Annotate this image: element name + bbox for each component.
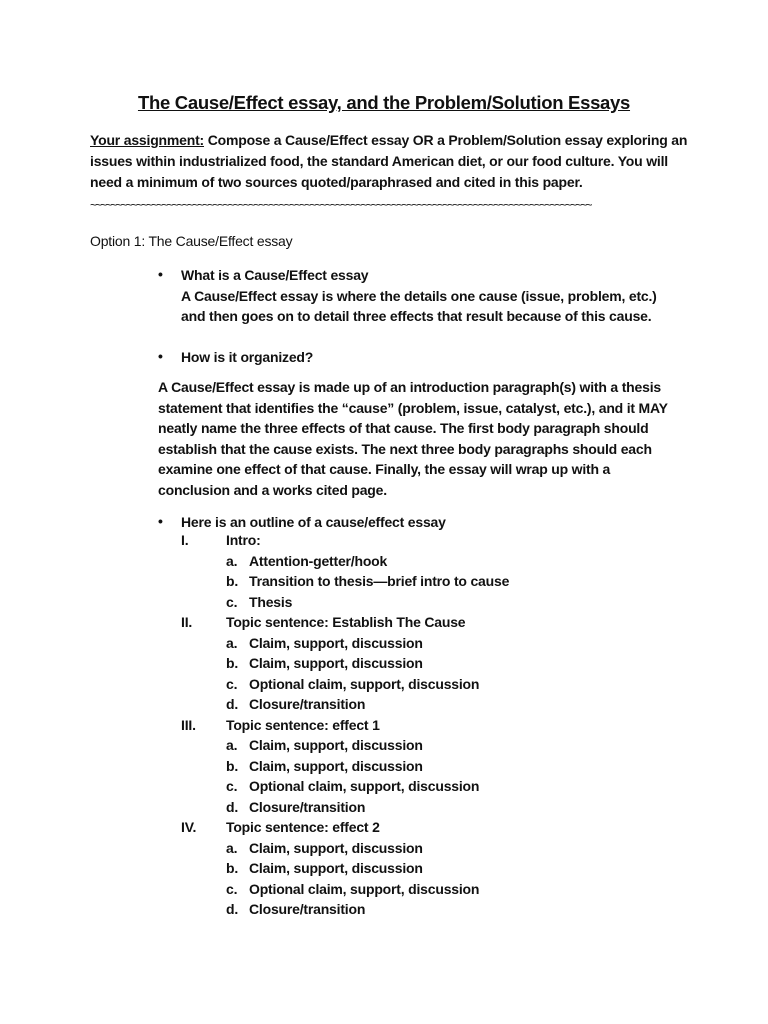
outline-subitem-letter: c. — [226, 593, 238, 610]
outline-subitem-text: Claim, support, discussion — [249, 655, 423, 671]
assignment-label: Your assignment: — [90, 132, 205, 148]
outline-numeral: I. — [181, 532, 189, 548]
outline-section-heading: Topic sentence: effect 1 — [226, 716, 380, 733]
outline-section-heading: Topic sentence: Establish The Cause — [226, 614, 466, 630]
outline-subitem-letter: b. — [226, 655, 239, 671]
option1-heading: Option 1: The Cause/Effect essay — [90, 233, 293, 249]
outline-subitem-text: Transition to thesis—brief intro to cause — [249, 573, 510, 589]
outline-subitem-letter: b. — [226, 573, 239, 589]
outline-numeral: II. — [181, 614, 193, 630]
outline-subitem-letter: d. — [226, 798, 239, 815]
bullet-point: • — [158, 348, 163, 364]
outline-subitem-letter: c. — [226, 778, 238, 794]
outline-subitem-letter: d. — [226, 901, 239, 917]
what-is-question: What is a Cause/Effect essay — [181, 267, 369, 283]
bullet-point: • — [158, 266, 163, 282]
outline-subitem-text: Claim, support, discussion — [249, 860, 423, 876]
outline-subitem-text: Thesis — [249, 593, 293, 610]
outline-subitem-text: Claim, support, discussion — [249, 634, 423, 651]
page-title: The Cause/Effect essay, and the Problem/Solution Essays — [137, 92, 631, 113]
organization-question: How is it organized? — [181, 349, 314, 365]
what-is-section — [181, 265, 681, 327]
outline-section-heading: Topic sentence: effect 2 — [226, 819, 380, 835]
outline-subitem-text: Optional claim, support, discussion — [249, 778, 480, 794]
outline-intro: Here is an outline of a cause/effect essay — [181, 514, 446, 530]
outline-subitem-letter: a. — [226, 552, 238, 569]
outline-section-heading: Intro: — [226, 532, 261, 548]
outline-subitem-text: Closure/transition — [249, 901, 366, 917]
bullet-point: • — [158, 513, 163, 529]
outline-numeral: IV. — [181, 819, 197, 835]
outline-subitem-text: Closure/transition — [249, 696, 366, 712]
tilde-separator: ~~~~~~~~~~~~~~~~~~~~~~~~~~~~~~~~~~~~~~~~~~~~~~~~~~~~~~~~~~~~~~~~~~~~~~~~~~~~~~~~~~~~~~~~~~~~~~~~~~ — [90, 198, 591, 212]
outline-subitem-text: Closure/transition — [249, 798, 366, 815]
outline-subitem-letter: c. — [226, 880, 238, 897]
outline-subitem-letter: a. — [226, 634, 238, 651]
what-is-answer: A Cause/Effect essay is where the details one cause (issue, problem, etc.) and then goes on to detail three effects that result because of this cause. — [181, 287, 657, 324]
outline-subitem-letter: a. — [226, 737, 238, 753]
outline-subitem-letter: a. — [226, 839, 238, 856]
outline-subitem-letter: d. — [226, 696, 239, 712]
outline-subitem-text: Claim, support, discussion — [249, 737, 423, 753]
assignment-text: Compose a Cause/Effect essay OR a Problem/Solution essay exploring an issues within industrialized food, the standard American diet, or our food culture. You will need a minimum of two sources quoted/paraphrased and cited in this paper. — [90, 132, 688, 190]
outline-subitem-letter: b. — [226, 860, 239, 876]
outline-subitem-text: Optional claim, support, discussion — [249, 675, 480, 692]
outline-subitem-text: Claim, support, discussion — [249, 757, 423, 774]
outline-subitem-letter: b. — [226, 757, 239, 774]
outline-subitem-letter: c. — [226, 675, 238, 692]
organization-paragraph: A Cause/Effect essay is made up of an introduction paragraph(s) with a thesis statement that identifies the “cause” (problem, issue, catalyst, etc.), and it MAY neatly name the three effects of that cause. The first body paragraph should establish that the cause exists. The next three body paragraphs should each examine one effect of that cause. Finally, the essay will wrap up with a conclusion and a works cited page. — [158, 379, 668, 498]
outline-numeral: III. — [181, 716, 196, 733]
outline-subitem-text: Claim, support, discussion — [249, 839, 423, 856]
outline-subitem-text: Optional claim, support, discussion — [249, 880, 480, 897]
outline-subitem-text: Attention-getter/hook — [249, 552, 388, 569]
assignment-paragraph — [90, 130, 690, 193]
